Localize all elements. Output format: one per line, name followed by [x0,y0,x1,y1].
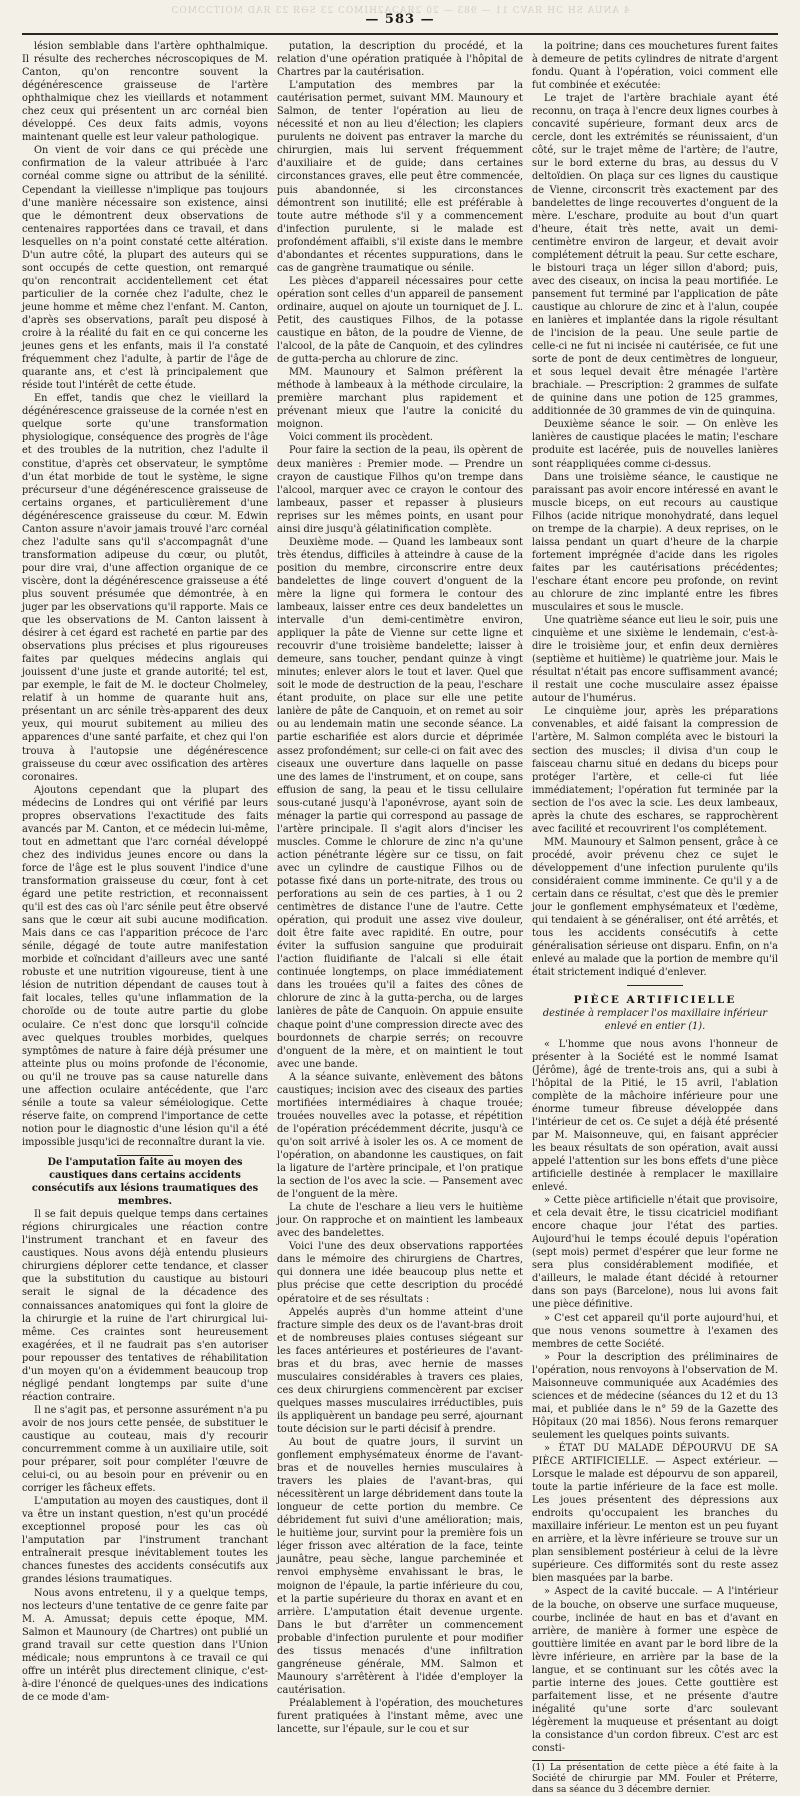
paragraph: MM. Maunoury et Salmon préfèrent la méthode à lambeaux à la méthode circulaire, la première marchant plus rapidement et prévenant mieux que l'autre la conicité du moignon. [277,367,523,431]
bleed-through-text: 4 ANUA SH ƆH ЯAVƆ 11 — 983 — 20 2ЯAƆA2HIMOƆ 23 SƏЯ 23 ЯAD MOITƆƆMOƆ [170,6,630,16]
paragraph: L'amputation au moyen des caustiques, dont il va être un instant question, n'est qu'un procédé exceptionnel proposé pour les cas où l'amputation par l'instrument tranchant entraînerait presque inévitablement toutes les chances funestes des accidents consécutifs aux grandes lésions traumatiques. [22,1496,268,1586]
paragraph: Il se fait depuis quelque temps dans certaines régions chirurgicales une réaction contre l'instrument tranchant et en faveur des caustiques. Nous avons déjà entendu plusieurs chirurgiens déplorer cette tendance, et classer que la substitution du caustique au bistouri serait le signal de la décadence des connaissances anatomiques qui font la gloire de la chirurgie et la ruine de l'art chirurgical lui-même. Ces craintes sont heureusement exagérées, et il ne faudrait pas s'en autoriser pour repousser des tentatives de réhabilitation d'un moyen qu'on a évidemment beaucoup trop négligé pendant longtemps par suite d'une réaction contraire. [22,1209,268,1403]
paragraph: putation, la description du procédé, et la relation d'une opération pratiquée à l'hôpital de Chartres par la cautérisation. [277,41,523,79]
paragraph: En effet, tandis que chez le vieillard la dégénérescence graisseuse de la cornée n'est en quelque sorte qu'une transformation physiologique, conséquence des progrès de l'âge et des troubles de la nutrition, chez l'adulte il constitue, d'après cet observateur, le symptôme d'un état morbide de tout le système, le signe précurseur d'une dégénérescence graisseuse de certains organes, et particulièrement d'une dégénérescence graisseuse du cœur. M. Edwin Canton assure n'avoir jamais trouvé l'arc cornéal chez l'adulte sans qu'il s'accompagnât d'une transformation adipeuse du cœur, ou plutôt, pour dire vrai, d'une affection organique de ce viscère, dont la dégénérescence graisseuse a été plus souvent présumée que démontrée, à en juger par les observations qu'il rapporte. Mais ce que les observations de M. Canton laissent à désirer à cet égard est racheté en partie par des observations plus précises et plus rigoureuses faites par quelques médecins anglais qui jouissent d'une juste et grande autorité; tel est, par exemple, le fait de M. le docteur Cholmeley, relatif à un homme de quarante huit ans, présentant un arc sénile très-apparent des deux yeux, qui mourut subitement au milieu des apparences d'une santé parfaite, et chez qui l'on trouva à l'autopsie une dégénérescence graisseuse du cœur avec ossification des artères coronaires. [22,393,268,783]
footnote: (1) La présentation de cette pièce a été faite à la Société de chirurgie par MM. Fouler et Préterre, dans sa séance du 3 décembre dernier. [532,1763,778,1796]
paragraph: » ÉTAT DU MALADE DÉPOURVU DE SA PIÈCE ARTIFICIELLE. — Aspect extérieur. — Lorsque le malade est dépourvu de son appareil, toute la partie inférieure de la face est molle. Les joues présentent des dépressions aux endroits qu'occupaient les branches du maxillaire inférieur. Le menton est un peu fuyant en arrière, et la lèvre inférieure se trouve sur un plan sensiblement postérieur à celui de la lèvre supérieure. Ces difformités sont du reste assez bien masquées par la barbe. [532,1442,778,1585]
column-middle [277,40,523,1736]
paragraph: A la séance suivante, enlèvement des bâtons caustiques; incision avec des ciseaux des parties mortifiées intermédiaires à chaque trouée; trouées nouvelles avec la potasse, et répétition de l'opération précédemment décrite, jusqu'à ce qu'on soit arrivé à isoler les os. A ce moment de l'opération, on abandonne les caustiques, on fait la ligature de l'artère principale, et l'on pratique la section de l'os avec la scie. — Pansement avec de l'onguent de la mère. [277,1071,523,1201]
paragraph: » Aspect de la cavité buccale. — A l'intérieur de la bouche, on observe une surface muqueuse, courbe, inclinée de haut en bas et d'avant en arrière, de manière à former une espèce de gouttière limitée en avant par le bord libre de la lèvre inférieure, en arrière par la base de la langue, et se continuant sur les côtés avec la partie interne des joues. Cette gouttière est parfaitement lisse, et ne présente d'autre inégalité qu'une sorte d'arc soulevant légèrement la muqueuse et présentant au doigt la consistance d'un cordon fibreux. C'est arc est consti- [532,1586,778,1755]
paragraph: Voici comment ils procèdent. [289,432,434,444]
paragraph: Pour faire la section de la peau, ils opèrent de deux manières : Premier mode. — Prendre un crayon de caustique Filhos qu'on trempe dans l'alcool, marquer avec ce crayon le contour des lambeaux, passer et repasser à plusieurs reprises sur les mêmes points, en usant pour ainsi dire jusqu'à gélatinification complète. [277,445,523,535]
section-subheading: destinée à remplacer l'os maxillaire inférieur enlevé en entier (1). [542,1008,768,1033]
paragraph: Le cinquième jour, après les préparations convenables, et aidé faisant la compression de l'artère, M. Salmon compléta avec le bistouri la section des muscles; il divisa d'un coup le faisceau charnu situé en dedans du biceps pour protéger l'artère, et celle-ci fut liée immédiatement; l'opération fut terminée par la section de l'os avec la scie. Les deux lambeaux, après la chute des eschares, se rapprochèrent avec facilité et recouvrirent l'os complétement. [532,706,778,835]
section-heading-piece-artificielle: PIÈCE ARTIFICIELLE [573,994,737,1007]
paragraph: Appelés auprès d'un homme atteint d'une fracture simple des deux os de l'avant-bras droit et de nombreuses plaies contuses siégeant sur les faces antérieures et postérieures de l'avant-bras et du bras, avec hernie de masses musculaires considérables à travers ces plaies, ces deux chirurgiens commencèrent par exciser quelques masses musculaires irréductibles, puis ils appliquèrent un bandage peu serré, ajournant toute décision sur le parti décisif à prendre. [277,1306,523,1435]
column-right [532,40,778,1796]
paragraph: MM. Maunoury et Salmon pensent, grâce à ce procédé, avoir prévenu chez ce sujet le développement d'une infection purulente qu'ils considéraient comme imminente. Ce qu'il y a de certain dans ce résultat, c'est que dès le premier jour le gonflement emphysémateux et l'œdème, qui tendaient à se généraliser, ont été arrêtés, et tous les accidents consécutifs à cette généralisation sérieuse ont disparu. Enfin, on n'a enlevé au malade que la portion de membre qu'il était strictement indiqué d'enlever. [532,836,778,979]
paragraph: Les pièces d'appareil nécessaires pour cette opération sont celles d'un appareil de pansement ordinaire, auquel on ajoute un tourniquet de J. L. Petit, des caustiques Filhos, de la potasse caustique en bâton, de la poudre de Vienne, de l'alcool, de la pâte de Canquoin, et des cylindres de gutta-percha au chlorure de zinc. [277,275,523,366]
page-number: — 583 — [365,12,435,27]
paragraph: « L'homme que nous avons l'honneur de présenter à la Société est le nommé Isamat (Jérôme), âgé de trente-trois ans, qui a subi à l'hôpital de la Pitié, le 15 avril, l'ablation complète de la mâchoire inférieure pour une énorme tumeur fibreuse développée dans l'intérieur de cet os. Ce sujet a déjà été présenté par M. Maisonneuve, qui, en faisant apprécier les beaux résultats de son opération, avait aussi appelé l'attention sur les bons effets d'une pièce artificielle destinée à remplacer le maxillaire enlevé. [532,1038,778,1194]
section-divider [627,985,683,986]
paragraph: Il ne s'agit pas, et personne assurément n'a pu avoir de nos jours cette pensée, de substituer le caustique au couteau, mais d'y recourir concurremment comme à un auxiliaire utile, soit pour préparer, soit pour compléter l'œuvre de celui-ci, ou au besoin pour en prévenir ou en corriger les fâcheux effets. [22,1404,268,1495]
paragraph: On vient de voir dans ce qui précède une confirmation de la valeur attribuée à l'arc cornéal comme signe ou attribut de la sénilité. Cependant la vieillesse n'implique pas toujours d'une manière nécessaire son existence, ainsi que le démontrent deux observations de centenaires rapportées dans ce travail, et dans lesquelles on n'a point constaté cette altération. D'un autre côté, la plupart des auteurs qui se sont occupés de cette question, ont remarqué qu'on rencontrait accidentellement cet état particulier de la cornée chez l'adulte, chez le jeune homme et même chez l'enfant. M. Canton, d'après ses observations, paraît peu disposé à croire à la réalité du fait en ce qui concerne les jeunes gens et les enfants, mais il l'a constaté fréquemment chez l'adulte, à partir de l'âge de quarante ans, et c'est là principalement que réside tout l'intérêt de cette étude. [22,145,268,392]
paragraph: Voici l'une des deux observations rapportées dans le mémoire des chirurgiens de Chartres, qui donnera une idée beaucoup plus nette et plus précise que cette description du procédé opératoire et de ses résultats : [277,1241,523,1305]
paragraph: » C'est cet appareil qu'il porte aujourd'hui, et que nous venons soumettre à l'examen des membres de cette Société. [532,1312,778,1350]
paragraph: Au bout de quatre jours, il survint un gonflement emphysémateux énorme de l'avant-bras et de nouvelles hernies musculaires à travers les plaies de l'avant-bras, qui nécessitèrent un large débridement dans toute la longueur de cette portion du membre. Ce débridement fut suivi d'une amélioration; mais, le huitième jour, survint pour la première fois un léger frisson avec altération de la face, teinte jaunâtre, peau sèche, langue parcheminée et renvoi emphysème envahissant le bras, le moignon de l'épaule, la partie inférieure du cou, et la partie supérieure du thorax en avant et en arrière. L'amputation était devenue urgente. Dans le but d'arrêter un commencement probable d'infection purulente et pour modifier des tissus menacés d'une infiltration gangréneuse générale, MM. Salmon et Maunoury s'arrêtèrent à l'idée d'employer la cautérisation. [277,1437,523,1696]
paragraph: Dans une troisième séance, le caustique ne paraissant pas avoir encore intéressé en avant le muscle biceps, on eut recours au caustique Filhos (acide nitrique monohydraté, dans lequel on trempe de la charpie). A deux reprises, on le laissa pendant un quart d'heure de la charpie fortement imprégnée d'acide dans les rigoles faites par les cautérisations précédentes; l'eschare étant encore peu profonde, on revint au chlorure de zinc implanté entre les fibres musculaires et sous le muscle. [532,471,778,614]
column-left [22,40,268,1703]
paragraph: L'amputation des membres par la cautérisation permet, suivant MM. Maunoury et Salmon, de tenter l'opération au lieu de nécessité et non au lieu d'élection; les clapiers purulents ne doivent pas entraver la marche du chirurgien, mais lui servent fréquemment d'auxiliaire et de guide; dans certaines circonstances graves, elle peut être commencée, puis abandonnée, si les circonstances démontrent son inutilité; elle est préférable à toute autre méthode s'il y a commencement d'infection purulente, si le malade est profondément affaibli, s'il existe dans le membre d'abondantes et récentes suppurations, dans le cas de gangrène traumatique ou sénile. [277,80,523,274]
paragraph: Nous avons entretenu, il y a quelque temps, nos lecteurs d'une tentative de ce genre faite par M. A. Amussat; depuis cette époque, MM. Salmon et Maunoury (de Chartres) ont publié un grand travail sur cette question dans l'Union médicale; nous empruntons à ce travail ce qui offre un intérêt plus directement clinique, c'est-à-dire l'énoncé de quelques-unes des indications de ce mode d'am- [22,1587,268,1703]
paragraph: » Cette pièce artificielle n'était que provisoire, et cela devait être, le tissu cicatriciel modifiant encore chaque jour l'état des parties. Aujourd'hui le temps écoulé depuis l'opération (sept mois) permet d'espérer que leur forme ne sera plus considérablement modifiée, et d'ailleurs, le malade étant décidé à retourner dans son pays (Barcelone), nous lui avons fait une pièce définitive. [532,1195,778,1311]
paragraph: Ajoutons cependant que la plupart des médecins de Londres qui ont vérifié par leurs propres observations l'exactitude des faits avancés par M. Canton, et ce médecin lui-même, tout en admettant que l'arc cornéal développé chez des individus jeunes encore ou dans la force de l'âge est le plus souvent l'indice d'une transformation graisseuse du cœur, font à cet égard une petite restriction, et reconnaissent qu'il est des cas où l'arc sénile peut être observé sans que le cœur ait subi aucune modification. Mais dans ce cas l'apparition précoce de l'arc sénile, dégagé de toute autre manifestation morbide et coïncidant d'ailleurs avec une santé robuste et une nutrition vigoureuse, tient à une lésion de nutrition dépendant de causes tout à fait locales, telles qu'une inflammation de la choroïde ou de toute autre partie du globe oculaire. Ce n'est donc que lorsqu'il coïncide avec quelques troubles morbides, quelques symptômes de nature à faire déjà présumer une atteinte plus ou moins profonde de l'économie, ou qu'il ne trouve pas sa cause naturelle dans une affection oculaire antécédente, que l'arc sénile a toute sa valeur séméiologique. Cette réserve faite, on comprend l'importance de cette notion pour le diagnostic d'une lésion qu'il a été impossible jusqu'ici de reconnaître durant la vie. [22,784,268,1148]
paragraph: » Pour la description des préliminaires de l'opération, nous renvoyons à l'observation de M. Maisonneuve communiquée aux Académies des sciences et de médecine (séances du 12 et du 13 mai, et publiée dans le n° 59 de la Gazette des Hôpitaux (20 mai 1856). Nous ferons remarquer seulement les quelques points suivants. [532,1351,778,1441]
paragraph: Deuxième mode. — Quand les lambeaux sont très étendus, difficiles à atteindre à cause de la position du membre, circonscrire entre deux bandelettes de linge couvert d'onguent de la mère la ligne qui formera le contour des lambeaux, laisser entre ces deux bandelettes un intervalle d'un demi-centimètre environ, appliquer la pâte de Vienne sur cette ligne et recouvrir d'une troisième bandelette; laisser à demeure, sans toucher, pendant quinze à vingt minutes; enlever alors le tout et laver. Quel que soit le mode de destruction de la peau, l'eschare étant produite, on place sur elle une petite lanière de pâte de Canquoin, et on remet au soir ou au lendemain matin une seconde séance. La partie escharifiée est alors durcie et déprimée assez profondément; sur celle-ci on fait avec des ciseaux une ouverture dans laquelle on passe une des lames de l'instrument, et on coupe, sans effusion de sang, la peau et le tissu cellulaire sous-cutané jusqu'à l'aponévrose, ayant soin de ménager la partie qui correspond au passage de l'artère principale. Il s'agit alors d'inciser les muscles. Comme le chlorure de zinc n'a qu'une action pénétrante légère sur ce tissu, on fait avec un cylindre de caustique Filhos ou de potasse fixé dans un porte-nitrate, des trous ou perforations au sein de ces parties, à 1 ou 2 centimètres de distance l'une de l'autre. Cette opération, qui produit une assez vive douleur, doit être faite avec rapidité. En outre, pour éviter la suffusion sanguine que produirait l'action fluidifiante de l'alcali si elle était continuée longtemps, on place immédiatement dans les trouées qu'il a faites des cônes de chlorure de zinc à la gutta-percha, ou de larges lanières de pâte de Canquoin. On appuie ensuite chaque point d'une compression directe avec des bourdonnets de charpie serrés; on recouvre d'onguent de la mère, et on maintient le tout avec une bande. [277,536,523,1070]
paragraph: Le trajet de l'artère brachiale ayant été reconnu, on traça à l'encre deux lignes courbes à concavité supérieure, formant deux arcs de cercle, dont les extrémités se réunissaient, d'un côté, sur le trajet même de l'artère; de l'autre, sur le bord externe du bras, au dessus du V deltoïdien. On plaça sur ces lignes du caustique de Vienne, circonscrit très exactement par des bandelettes de linge recouvertes d'onguent de la mère. L'eschare, produite au bout d'un quart d'heure, était très nette, avait un demi-centimètre environ de largeur, et devait avoir complétement détruit la peau. Sur cette eschare, le bistouri traça un léger sillon d'abord; puis, avec des ciseaux, on incisa la peau mortifiée. Le pansement fut terminé par l'application de pâte caustique au chlorure de zinc et à l'alun, coupée en lanières et implantée dans la rigole résultant de l'incision de la peau. Une seule partie de celle-ci ne fut ni incisée ni cautérisée, ce fut une sorte de pont de deux centimètres de longueur, et sous lequel devait être ménagée l'artère brachiale. — Prescription: 2 grammes de sulfate de quinine dans une potion de 125 grammes, additionnée de 30 grammes de vin de quinquina. [532,93,778,418]
footnote-rule [532,1760,612,1761]
paragraph: Préalablement à l'opération, des mouchetures furent pratiquées à l'instant même, avec une lancette, sur l'épaule, sur le cou et sur [277,1697,523,1736]
paragraph: lésion semblable dans l'artère ophthalmique. Il résulte des recherches nécroscopiques de M. Canton, qu'on rencontre souvent la dégénérescence graisseuse de l'artère ophthalmique chez les vieillards et notamment chez ceux qui présentent un arc cornéal bien développé. Ces deux faits admis, voyons maintenant quelle est leur valeur pathologique. [22,41,268,144]
section-heading-amputation: De l'amputation faite au moyen des caustiques dans certains accidents consécutifs aux lésions traumatiques des membres. [31,1156,259,1208]
paragraph: Une quatrième séance eut lieu le soir, puis une cinquième et une sixième le lendemain, c'est-à-dire le troisième jour, et enfin deux dernières (septième et huitième) le quatrième jour. Mais le résultat n'était pas encore suffisamment avancé; il restait une coche musculaire assez épaisse autour de l'humérus. [532,615,778,705]
paragraph: la poitrine; dans ces mouchetures furent faites à demeure de petits cylindres de nitrate d'argent fondu. Quant à l'opération, voici comment elle fut combinée et exécutée: [532,41,778,92]
paragraph: Deuxième séance le soir. — On enlève les lanières de caustique placées le matin; l'eschare produite est lacérée, puis de nouvelles lanières sont réappliquées comme ci-dessus. [532,419,778,470]
paragraph: La chute de l'eschare a lieu vers le huitième jour. On rapproche et on maintient les lambeaux avec des bandelettes. [277,1202,523,1240]
text-columns [22,40,778,1796]
header-rule [22,33,778,35]
